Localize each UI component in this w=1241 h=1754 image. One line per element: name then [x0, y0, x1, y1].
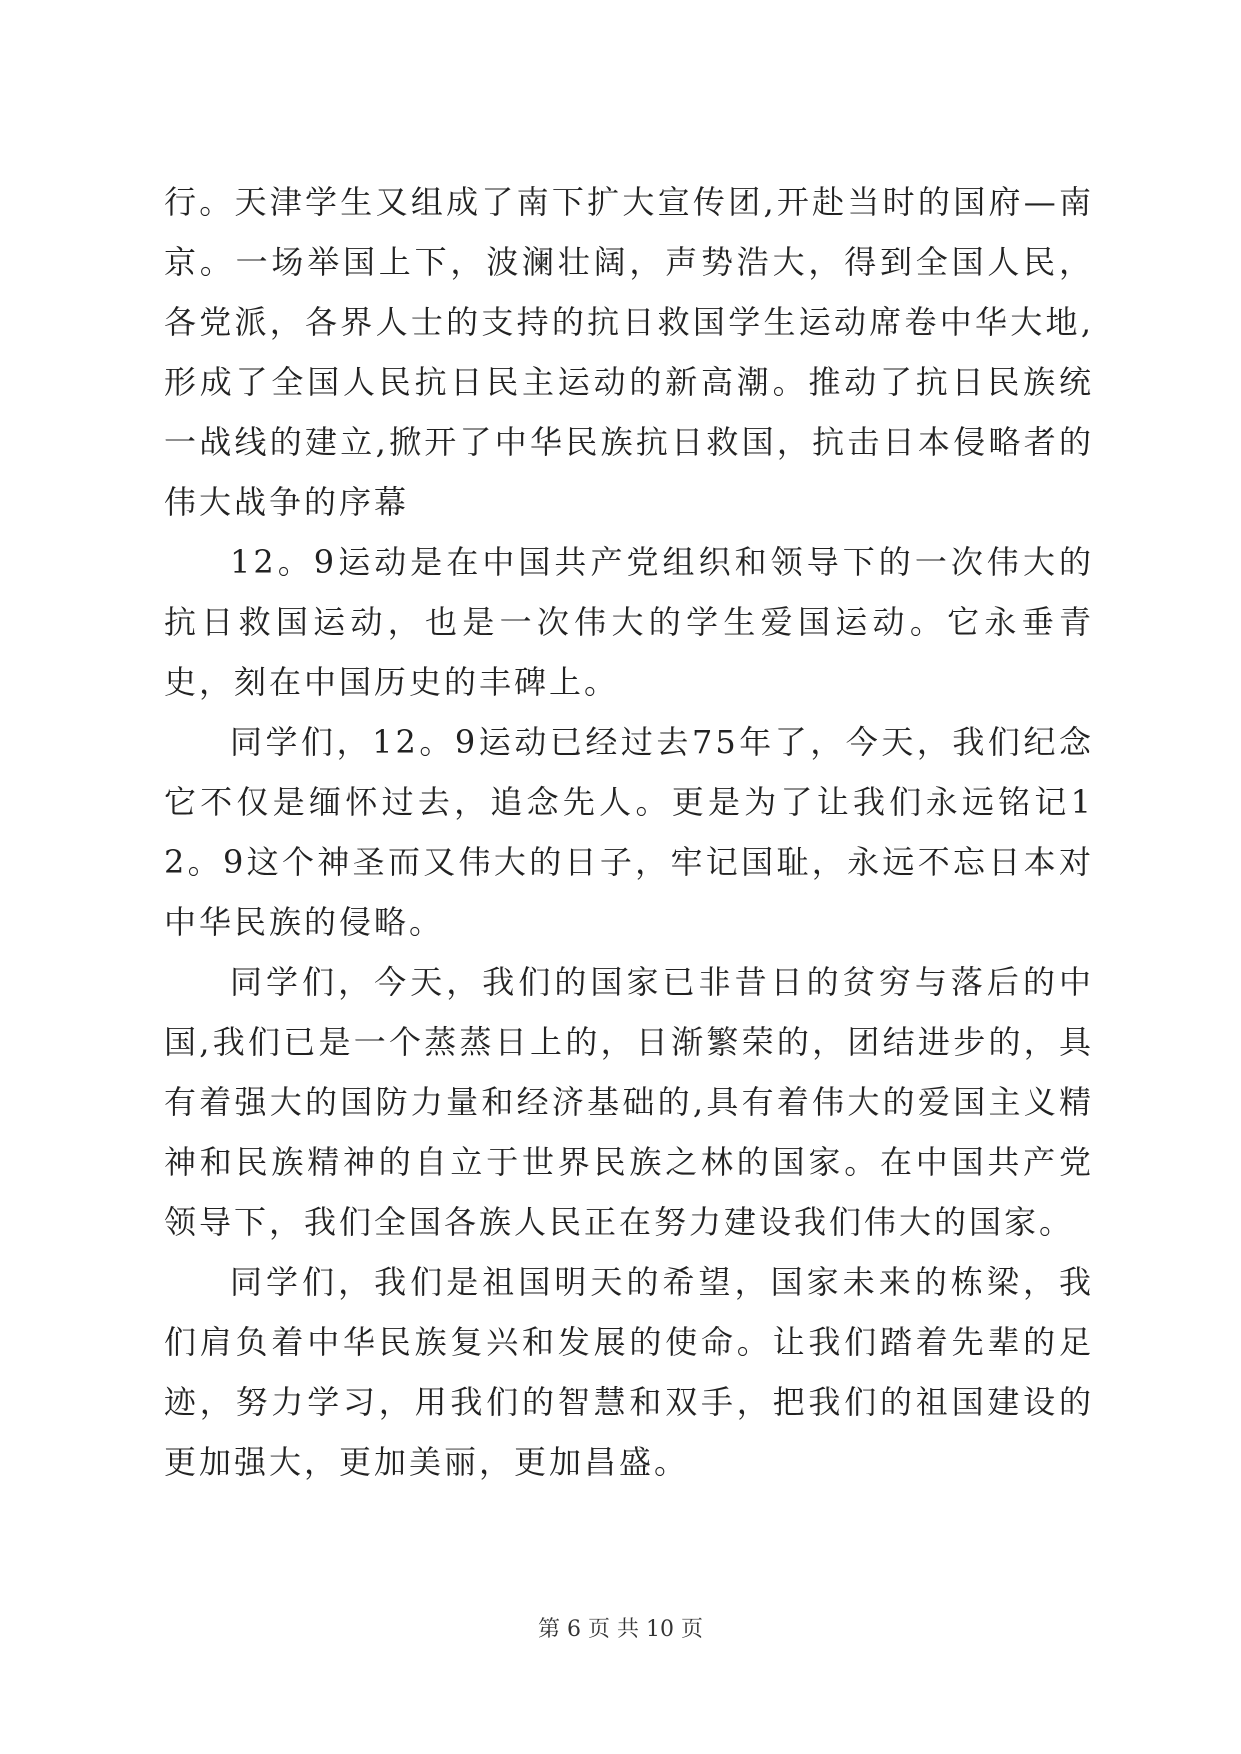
paragraph-5: 同学们，我们是祖国明天的希望，国家未来的栋梁，我们肩负着中华民族复兴和发展的使命。让我们踏着先辈的足迹，努力学习，用我们的智慧和双手，把我们的祖国建设的更加强大，更加美丽，更加昌盛。: [164, 1263, 1094, 1481]
document-body: [164, 172, 1094, 1492]
paragraph-4: 同学们，今天，我们的国家已非昔日的贫穷与落后的中国,我们已是一个蒸蒸日上的，日渐繁荣的，团结进步的，具有着强大的国防力量和经济基础的,具有着伟大的爱国主义精神和民族精神的自立于世界民族之林的国家。在中国共产党领导下，我们全国各族人民正在努力建设我们伟大的国家。: [164, 963, 1094, 1241]
paragraph-3: 同学们，12。9运动已经过去75年了，今天，我们纪念它不仅是缅怀过去，追念先人。更是为了让我们永远铭记12。9这个神圣而又伟大的日子，牢记国耻，永远不忘日本对中华民族的侵略。: [164, 723, 1094, 941]
page-number-footer: 第 6 页 共 10 页: [538, 1617, 703, 1642]
paragraph-1: 行。天津学生又组成了南下扩大宣传团,开赴当时的国府—南京。一场举国上下，波澜壮阔，声势浩大，得到全国人民，各党派，各界人士的支持的抗日救国学生运动席卷中华大地,形成了全国人民抗日民主运动的新高潮。推动了抗日民族统一战线的建立,掀开了中华民族抗日救国，抗击日本侵略者的伟大战争的序幕: [164, 183, 1094, 521]
paragraph-2: 12。9运动是在中国共产党组织和领导下的一次伟大的抗日救国运动，也是一次伟大的学生爱国运动。它永垂青史，刻在中国历史的丰碑上。: [164, 543, 1094, 701]
